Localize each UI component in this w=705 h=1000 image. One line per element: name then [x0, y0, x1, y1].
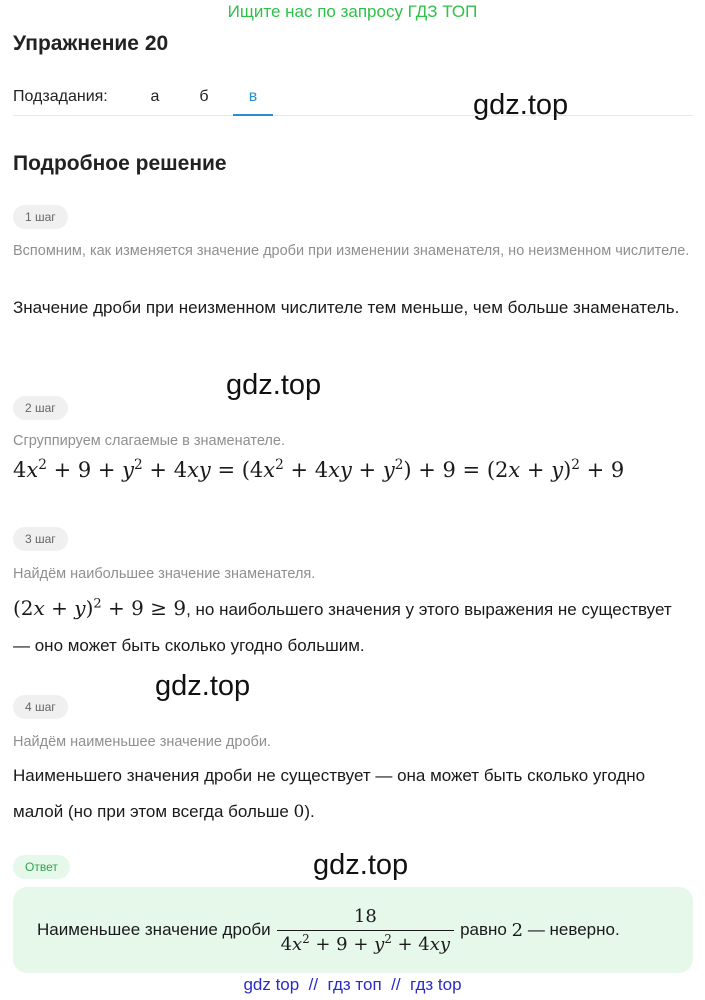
subtasks-bar: [13, 86, 693, 116]
subtask-tab-b[interactable]: б: [199, 88, 209, 105]
step-hint: Сгруппируем слагаемые в знаменателе.: [13, 433, 285, 449]
watermark: gdz.top: [313, 849, 409, 881]
answer-line: [37, 887, 620, 973]
answer-box: [13, 887, 693, 973]
answer-value: 2: [511, 919, 524, 941]
subtask-tab-a[interactable]: а: [150, 88, 160, 105]
subtask-tab-v[interactable]: в: [233, 86, 273, 116]
step-hint: Найдём наибольшее значение знаменателя.: [13, 566, 316, 582]
step-hint: Вспомним, как изменяется значение дроби при изменении знаменателя, но неизменном числителе.: [13, 243, 690, 259]
watermark: gdz.top: [473, 89, 569, 121]
answer-text: равно: [460, 920, 507, 939]
step-text-part: ).: [304, 802, 315, 821]
fraction-denominator: $4x^2 + 9 + y^2 + 4xy$: [277, 930, 455, 955]
step-formula: $(2x + y)^2 + 9 \ge 9$: [13, 596, 187, 620]
step-badge: 3 шаг: [13, 527, 68, 551]
watermark: gdz.top: [226, 369, 322, 401]
step-badge: 4 шаг: [13, 695, 68, 719]
page-title: Упражнение 20: [13, 32, 169, 55]
footer-links: gdz top // гдз топ // гдз top: [243, 975, 462, 994]
step-badge: 1 шаг: [13, 205, 68, 229]
step-hint: Найдём наименьшее значение дроби.: [13, 734, 271, 750]
step-badge: 2 шаг: [13, 396, 68, 420]
answer-badge: Ответ: [13, 855, 70, 879]
answer-fraction: [277, 906, 455, 955]
step-value: 0: [293, 802, 305, 822]
step-text-tail: , но наибольшего значения у этого выражения не существует — оно может быть сколько угодно большим.: [13, 600, 672, 655]
step-text-part: Наименьшего значения дроби не существует — она может быть сколько угодно малой (но при этом всегда больше: [13, 766, 646, 821]
answer-text: — неверно.: [527, 920, 620, 939]
search-banner: Ищите нас по запросу ГДЗ ТОП: [227, 2, 478, 21]
step-formula: $4x^2 + 9 + y^2 + 4xy = (4x^2 + 4xy + y^2) + 9 = (2x + y)^2 + 9$: [13, 457, 625, 482]
fraction-numerator: 18: [353, 905, 377, 927]
step-text: Значение дроби при неизменном числителе тем меньше, чем больше знаменатель.: [13, 298, 680, 317]
step-text: [13, 758, 693, 830]
watermark: gdz.top: [155, 670, 251, 702]
answer-text: Наименьшее значение дроби: [37, 920, 271, 939]
subtasks-label: Подзадания:: [13, 88, 108, 105]
section-title: Подробное решение: [13, 152, 227, 175]
step-text: [13, 590, 693, 664]
